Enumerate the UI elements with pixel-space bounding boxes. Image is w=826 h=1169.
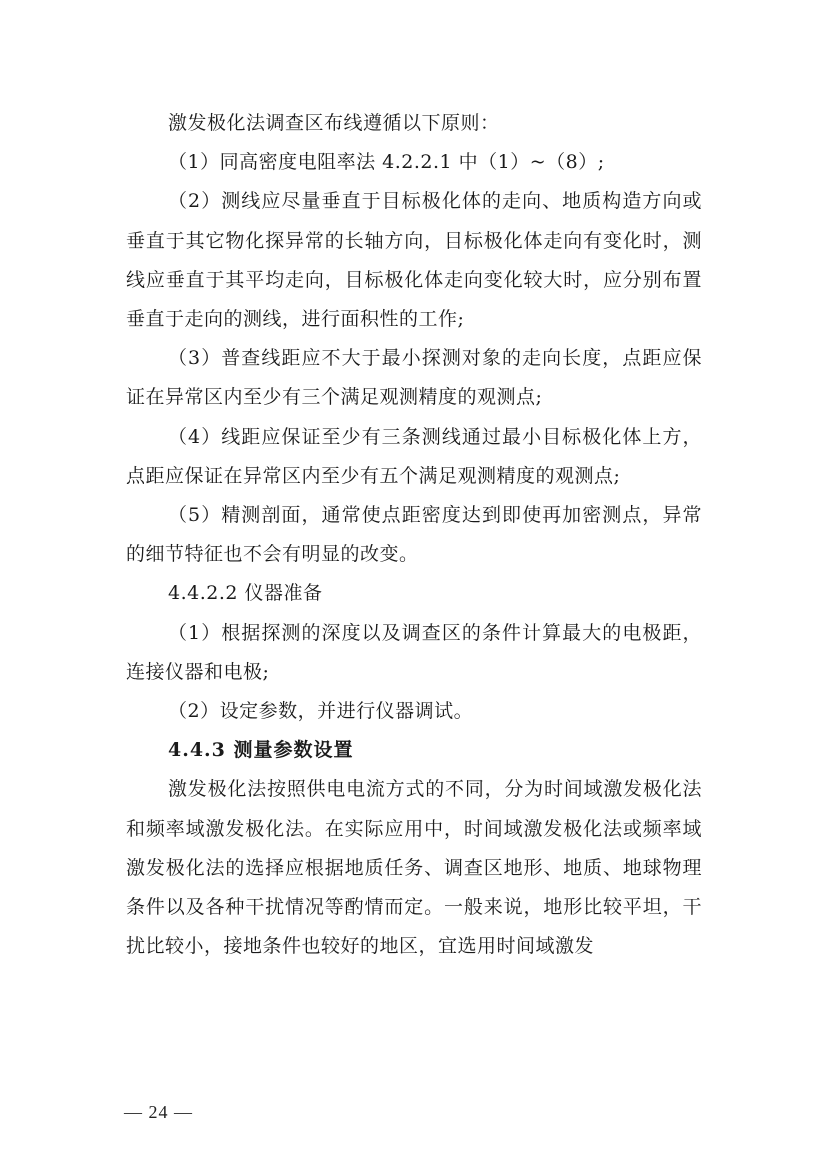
paragraph-prep-1: （1）根据探测的深度以及调查区的条件计算最大的电极距，连接仪器和电极;	[126, 621, 702, 683]
section-heading-instrument-prep: 4.4.2.2 仪器准备	[168, 582, 323, 605]
paragraph-rule-1: （1）同高密度电阻率法 4.2.2.1 中（1）~（8）;	[168, 151, 605, 174]
paragraph-rule-3: （3）普查线距应不大于最小探测对象的走向长度，点距应保证在异常区内至少有三个满足观测精度的观测点;	[126, 347, 702, 409]
paragraph-prep-2: （2）设定参数，并进行仪器调试。	[168, 700, 474, 723]
paragraph-rule-5: （5）精测剖面，通常使点距密度达到即使再加密测点，异常的细节特征也不会有明显的改变。	[126, 504, 702, 566]
paragraph-intro: 激发极化法调查区布线遵循以下原则：	[168, 112, 500, 134]
paragraph-rule-2: （2）测线应尽量垂直于目标极化体的走向、地质构造方向或垂直于其它物化探异常的长轴方向，目标极化体走向有变化时，测线应垂直于其平均走向，目标极化体走向变化较大时，应分别布置垂直于走向的测线，进行面积性的工作;	[126, 190, 702, 331]
paragraph-params-body: 激发极化法按照供电电流方式的不同，分为时间域激发极化法和频率域激发极化法。在实际应用中，时间域激发极化法或频率域激发极化法的选择应根据地质任务、调查区地形、地质、地球物理条件以及各种干扰情况等酌情而定。一般来说，地形比较平坦，干扰比较小，接地条件也较好的地区，宜选用时间域激发	[126, 778, 702, 958]
page-number: — 24 —	[124, 1102, 193, 1122]
section-heading-measurement-params: 4.4.3 测量参数设置	[168, 739, 354, 762]
document-body	[126, 104, 702, 966]
paragraph-rule-4: （4）线距应保证至少有三条测线通过最小目标极化体上方，点距应保证在异常区内至少有五个满足观测精度的观测点;	[126, 425, 702, 487]
